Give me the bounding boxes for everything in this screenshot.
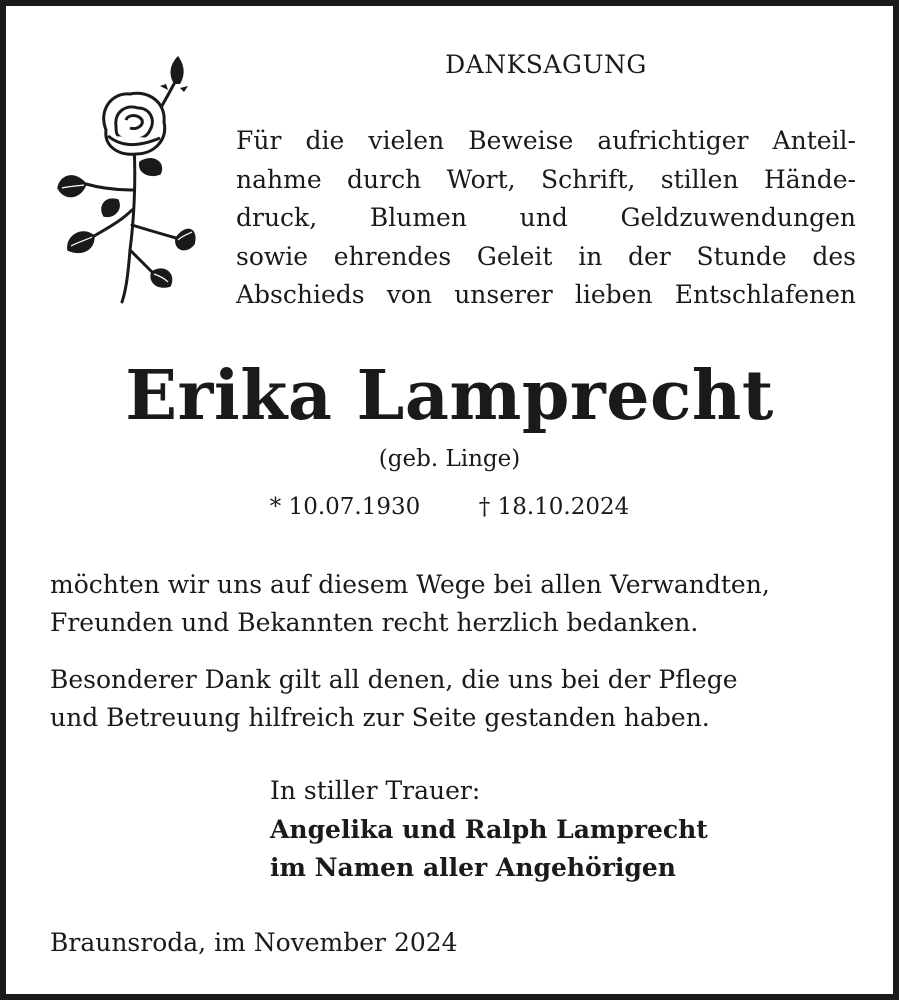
mourning-label: In stiller Trauer: (270, 776, 481, 805)
maiden-name: (geb. Linge) (378, 446, 521, 472)
place-date: Braunsroda, im November 2024 (50, 928, 458, 957)
birth-date: * 10.07.1930 (269, 494, 421, 520)
special-thanks-paragraph (50, 661, 860, 737)
thanks-paragraph (50, 566, 860, 642)
special-thanks-line: und Betreuung hilfreich zur Seite gestanden haben. (50, 703, 710, 732)
intro-text (236, 122, 856, 315)
death-date: † 18.10.2024 (478, 494, 630, 520)
mourners-block (270, 772, 708, 888)
rose-icon (56, 50, 196, 310)
heading: DANKSAGUNG (445, 50, 647, 79)
deceased-name: Erika Lamprecht (125, 356, 774, 436)
life-dates (6, 494, 893, 520)
on-behalf-line: im Namen aller Angehörigen (270, 853, 676, 882)
intro-line: druck, Blumen und Geldzuwendungen (236, 203, 856, 232)
intro-line: Abschieds von unserer lieben Entschlafenen (236, 280, 856, 309)
thanks-line: möchten wir uns auf diesem Wege bei allen Verwandten, (50, 570, 770, 599)
special-thanks-line: Besonderer Dank gilt all denen, die uns bei der Pflege (50, 665, 738, 694)
intro-line: nahme durch Wort, Schrift, stillen Hände- (236, 164, 856, 194)
mourners-names: Angelika und Ralph Lamprecht (270, 814, 708, 844)
thanks-line: Freunden und Bekannten recht herzlich bedanken. (50, 608, 699, 637)
intro-line: Für die vielen Beweise aufrichtiger Anteil- (236, 126, 856, 155)
intro-line: sowie ehrendes Geleit in der Stunde des (236, 241, 856, 271)
